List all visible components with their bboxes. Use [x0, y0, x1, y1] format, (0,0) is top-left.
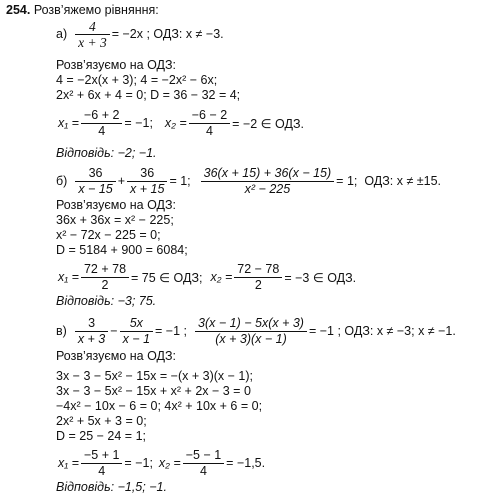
root-x2-value: = −1,5.	[226, 456, 266, 470]
root-x1-label: x₁ =	[58, 116, 79, 130]
root-x1-label: x₁ =	[58, 456, 79, 470]
part-a-roots	[58, 106, 304, 140]
root-x2-label: x₂ =	[164, 116, 187, 130]
part-v-answer: Відповідь: −1,5; −1.	[56, 480, 167, 494]
part-v-line-5: D = 25 − 24 = 1;	[56, 429, 146, 443]
fraction-denominator: (x + 3)(x − 1)	[215, 331, 287, 346]
part-v-roots	[58, 446, 265, 480]
fraction-numerator: 72 − 78	[234, 262, 282, 278]
fraction-numerator: −6 + 2	[81, 108, 122, 124]
root-x1-fraction	[81, 448, 122, 479]
root-x2-label: x₂ =	[210, 270, 233, 284]
part-v-fraction-combined	[195, 316, 307, 347]
root-x2-value: = −3 ∈ ОДЗ.	[284, 270, 357, 285]
problem-number: 254.	[6, 3, 31, 17]
part-v-equation	[56, 314, 456, 348]
part-b-line-1: 36x + 36x = x² − 225;	[56, 213, 174, 227]
fraction-numerator: 3	[75, 316, 108, 332]
part-b-line-3: D = 5184 + 900 = 6084;	[56, 243, 188, 257]
fraction-denominator: x² − 225	[244, 181, 291, 196]
plus-sign: +	[117, 174, 126, 188]
root-x2-label: x₂ =	[158, 456, 181, 470]
root-x2-value: = −2 ∈ ОДЗ.	[232, 116, 304, 131]
fraction-denominator: x + 15	[130, 181, 165, 196]
part-v-line-2: 3x − 3 − 5x² − 15x + x² + 2x − 3 = 0	[56, 384, 251, 398]
fraction-numerator: −5 − 1	[183, 448, 224, 464]
root-x1-value: = −1;	[124, 456, 153, 470]
part-v-fraction-2	[120, 316, 153, 347]
fraction-denominator: x − 15	[78, 181, 113, 196]
part-a-equation-rest: = −2x ; ОДЗ: x ≠ −3.	[111, 27, 224, 41]
problem-header	[6, 3, 159, 18]
part-v-label: в)	[56, 324, 67, 338]
part-v-equals-1: = −1 ;	[155, 324, 188, 338]
part-b-solve-label: Розв’язуємо на ОДЗ:	[56, 198, 177, 212]
part-b-line-2: x² − 72x − 225 = 0;	[56, 228, 161, 242]
fraction-denominator: 2	[254, 277, 262, 292]
fraction-numerator: 3(x − 1) − 5x(x + 3)	[195, 316, 307, 332]
fraction-numerator: 36	[75, 166, 115, 182]
part-v-line-4: 2x² + 5x + 3 = 0;	[56, 414, 147, 428]
fraction-numerator: 36	[127, 166, 167, 182]
root-x2-fraction	[234, 262, 282, 293]
root-x1-fraction	[81, 108, 122, 139]
part-b-fraction-combined	[201, 166, 335, 197]
fraction-denominator: 4	[98, 123, 106, 138]
part-a-answer: Відповідь: −2; −1.	[56, 146, 157, 160]
part-b-label: б)	[56, 174, 68, 188]
part-a-label: а)	[56, 27, 68, 41]
fraction-denominator: 2	[101, 277, 109, 292]
part-a-solve-label: Розв’язуємо на ОДЗ:	[56, 58, 177, 72]
part-a-line-2: 2x² + 6x + 4 = 0; D = 36 − 32 = 4;	[56, 88, 241, 102]
root-x1-fraction	[81, 262, 129, 293]
part-v-solve-label: Розв’язуємо на ОДЗ:	[56, 349, 177, 363]
part-a-equation	[56, 17, 224, 51]
root-x2-fraction	[183, 448, 224, 479]
fraction-numerator: 72 + 78	[81, 262, 129, 278]
part-v-fraction-1	[75, 316, 108, 347]
root-x1-value: = 75 ∈ ОДЗ;	[131, 270, 203, 285]
part-a-fraction	[75, 19, 110, 50]
minus-sign: −	[110, 324, 118, 338]
fraction-denominator: 4	[205, 123, 213, 138]
part-v-domain: = −1 ; ОДЗ: x ≠ −3; x ≠ −1.	[308, 324, 456, 338]
fraction-denominator: 4	[199, 463, 207, 478]
part-b-equals-1: = 1;	[169, 174, 191, 188]
root-x2-fraction	[189, 108, 230, 139]
root-x1-value: = −1;	[124, 116, 153, 130]
fraction-numerator: −6 − 2	[189, 108, 230, 124]
part-v-line-1: 3x − 3 − 5x² − 15x = −(x + 3)(x − 1);	[56, 369, 253, 383]
part-b-answer: Відповідь: −3; 75.	[56, 294, 157, 308]
root-x1-label: x₁ =	[58, 270, 79, 284]
part-b-domain: = 1; ОДЗ: x ≠ ±15.	[336, 174, 442, 188]
fraction-numerator: 4	[75, 19, 110, 35]
fraction-denominator: x + 3	[78, 34, 107, 50]
part-b-fraction-2	[127, 166, 167, 197]
fraction-denominator: x − 1	[122, 331, 151, 346]
part-b-equation	[56, 164, 441, 198]
part-v-line-3: −4x² − 10x − 6 = 0; 4x² + 10x + 6 = 0;	[56, 399, 263, 413]
part-b-roots	[58, 260, 356, 294]
fraction-numerator: 5x	[120, 316, 153, 332]
part-a-line-1: 4 = −2x(x + 3); 4 = −2x² − 6x;	[56, 73, 218, 87]
fraction-denominator: 4	[98, 463, 106, 478]
problem-title: Розв’яжемо рівняння:	[33, 3, 159, 17]
part-b-fraction-1	[75, 166, 115, 197]
fraction-numerator: −5 + 1	[81, 448, 122, 464]
fraction-numerator: 36(x + 15) + 36(x − 15)	[201, 166, 335, 182]
fraction-denominator: x + 3	[77, 331, 106, 346]
